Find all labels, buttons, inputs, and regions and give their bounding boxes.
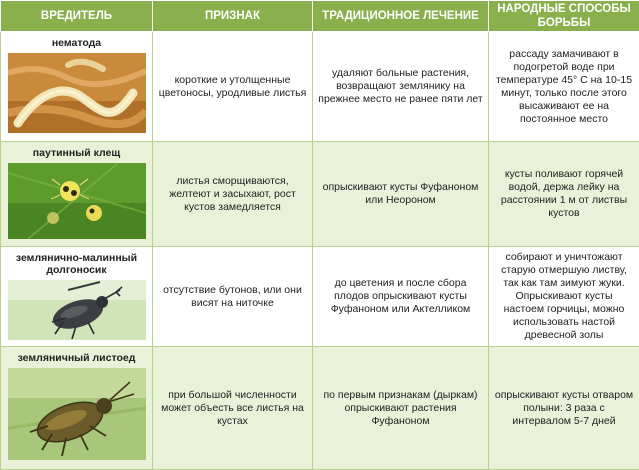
table-row bbox=[1, 32, 639, 142]
pest-name: землянично-малинный долгоносик bbox=[1, 247, 152, 280]
pest-cell bbox=[1, 142, 153, 247]
header-folk: НАРОДНЫЕ СПОСОБЫ БОРЬБЫ bbox=[489, 1, 639, 32]
header-row bbox=[1, 1, 639, 32]
table-row bbox=[1, 142, 639, 247]
folk-cell: опрыскивают кусты отваром полыни: 3 раза с интервалом 5-7 дней bbox=[489, 347, 639, 470]
sign-cell: отсутствие бутонов, или они висят на ниточке bbox=[153, 247, 313, 347]
leaf-beetle-photo-icon bbox=[8, 368, 146, 460]
weevil-photo-icon bbox=[8, 280, 146, 340]
sign-cell: короткие и утолщенные цветоносы, уродливые листья bbox=[153, 32, 313, 142]
traditional-cell: по первым признакам (дыркам) опрыскивают растения Фуфаноном bbox=[313, 347, 489, 470]
folk-cell: кусты поливают горячей водой, держа лейку на расстоянии 1 м от листвы кустов bbox=[489, 142, 639, 247]
table-row bbox=[1, 247, 639, 347]
pest-cell bbox=[1, 347, 153, 470]
traditional-cell: до цветения и после сбора плодов опрыскивают кусты Фуфаноном или Актелликом bbox=[313, 247, 489, 347]
header-pest: ВРЕДИТЕЛЬ bbox=[1, 1, 153, 32]
table-row bbox=[1, 347, 639, 470]
traditional-cell: удаляют больные растения, возвращают землянику на прежнее место не ранее пяти лет bbox=[313, 32, 489, 142]
pest-name: земляничный листоед bbox=[1, 347, 152, 368]
pest-cell bbox=[1, 32, 153, 142]
pest-name: нематода bbox=[1, 32, 152, 53]
spider-mite-photo-icon bbox=[8, 163, 146, 239]
sign-cell: листья сморщиваются, желтеют и засыхают, рост кустов замедляется bbox=[153, 142, 313, 247]
header-sign: ПРИЗНАК bbox=[153, 1, 313, 32]
sign-cell: при большой численности может объесть все листья на кустах bbox=[153, 347, 313, 470]
traditional-cell: опрыскивают кусты Фуфаноном или Неороном bbox=[313, 142, 489, 247]
header-traditional: ТРАДИЦИОННОЕ ЛЕЧЕНИЕ bbox=[313, 1, 489, 32]
pest-cell bbox=[1, 247, 153, 347]
folk-cell: собирают и уничтожают старую отмершую листву, так как там зимуют жуки. Опрыскивают кусты настоем горчицы, можно использовать настой древесной золы bbox=[489, 247, 639, 347]
folk-cell: рассаду замачивают в подогретой воде при температуре 45° С на 10-15 минут, только после этого высаживают ее на постоянное место bbox=[489, 32, 639, 142]
nematode-photo-icon bbox=[8, 53, 146, 133]
pest-name: паутинный клещ bbox=[1, 142, 152, 163]
